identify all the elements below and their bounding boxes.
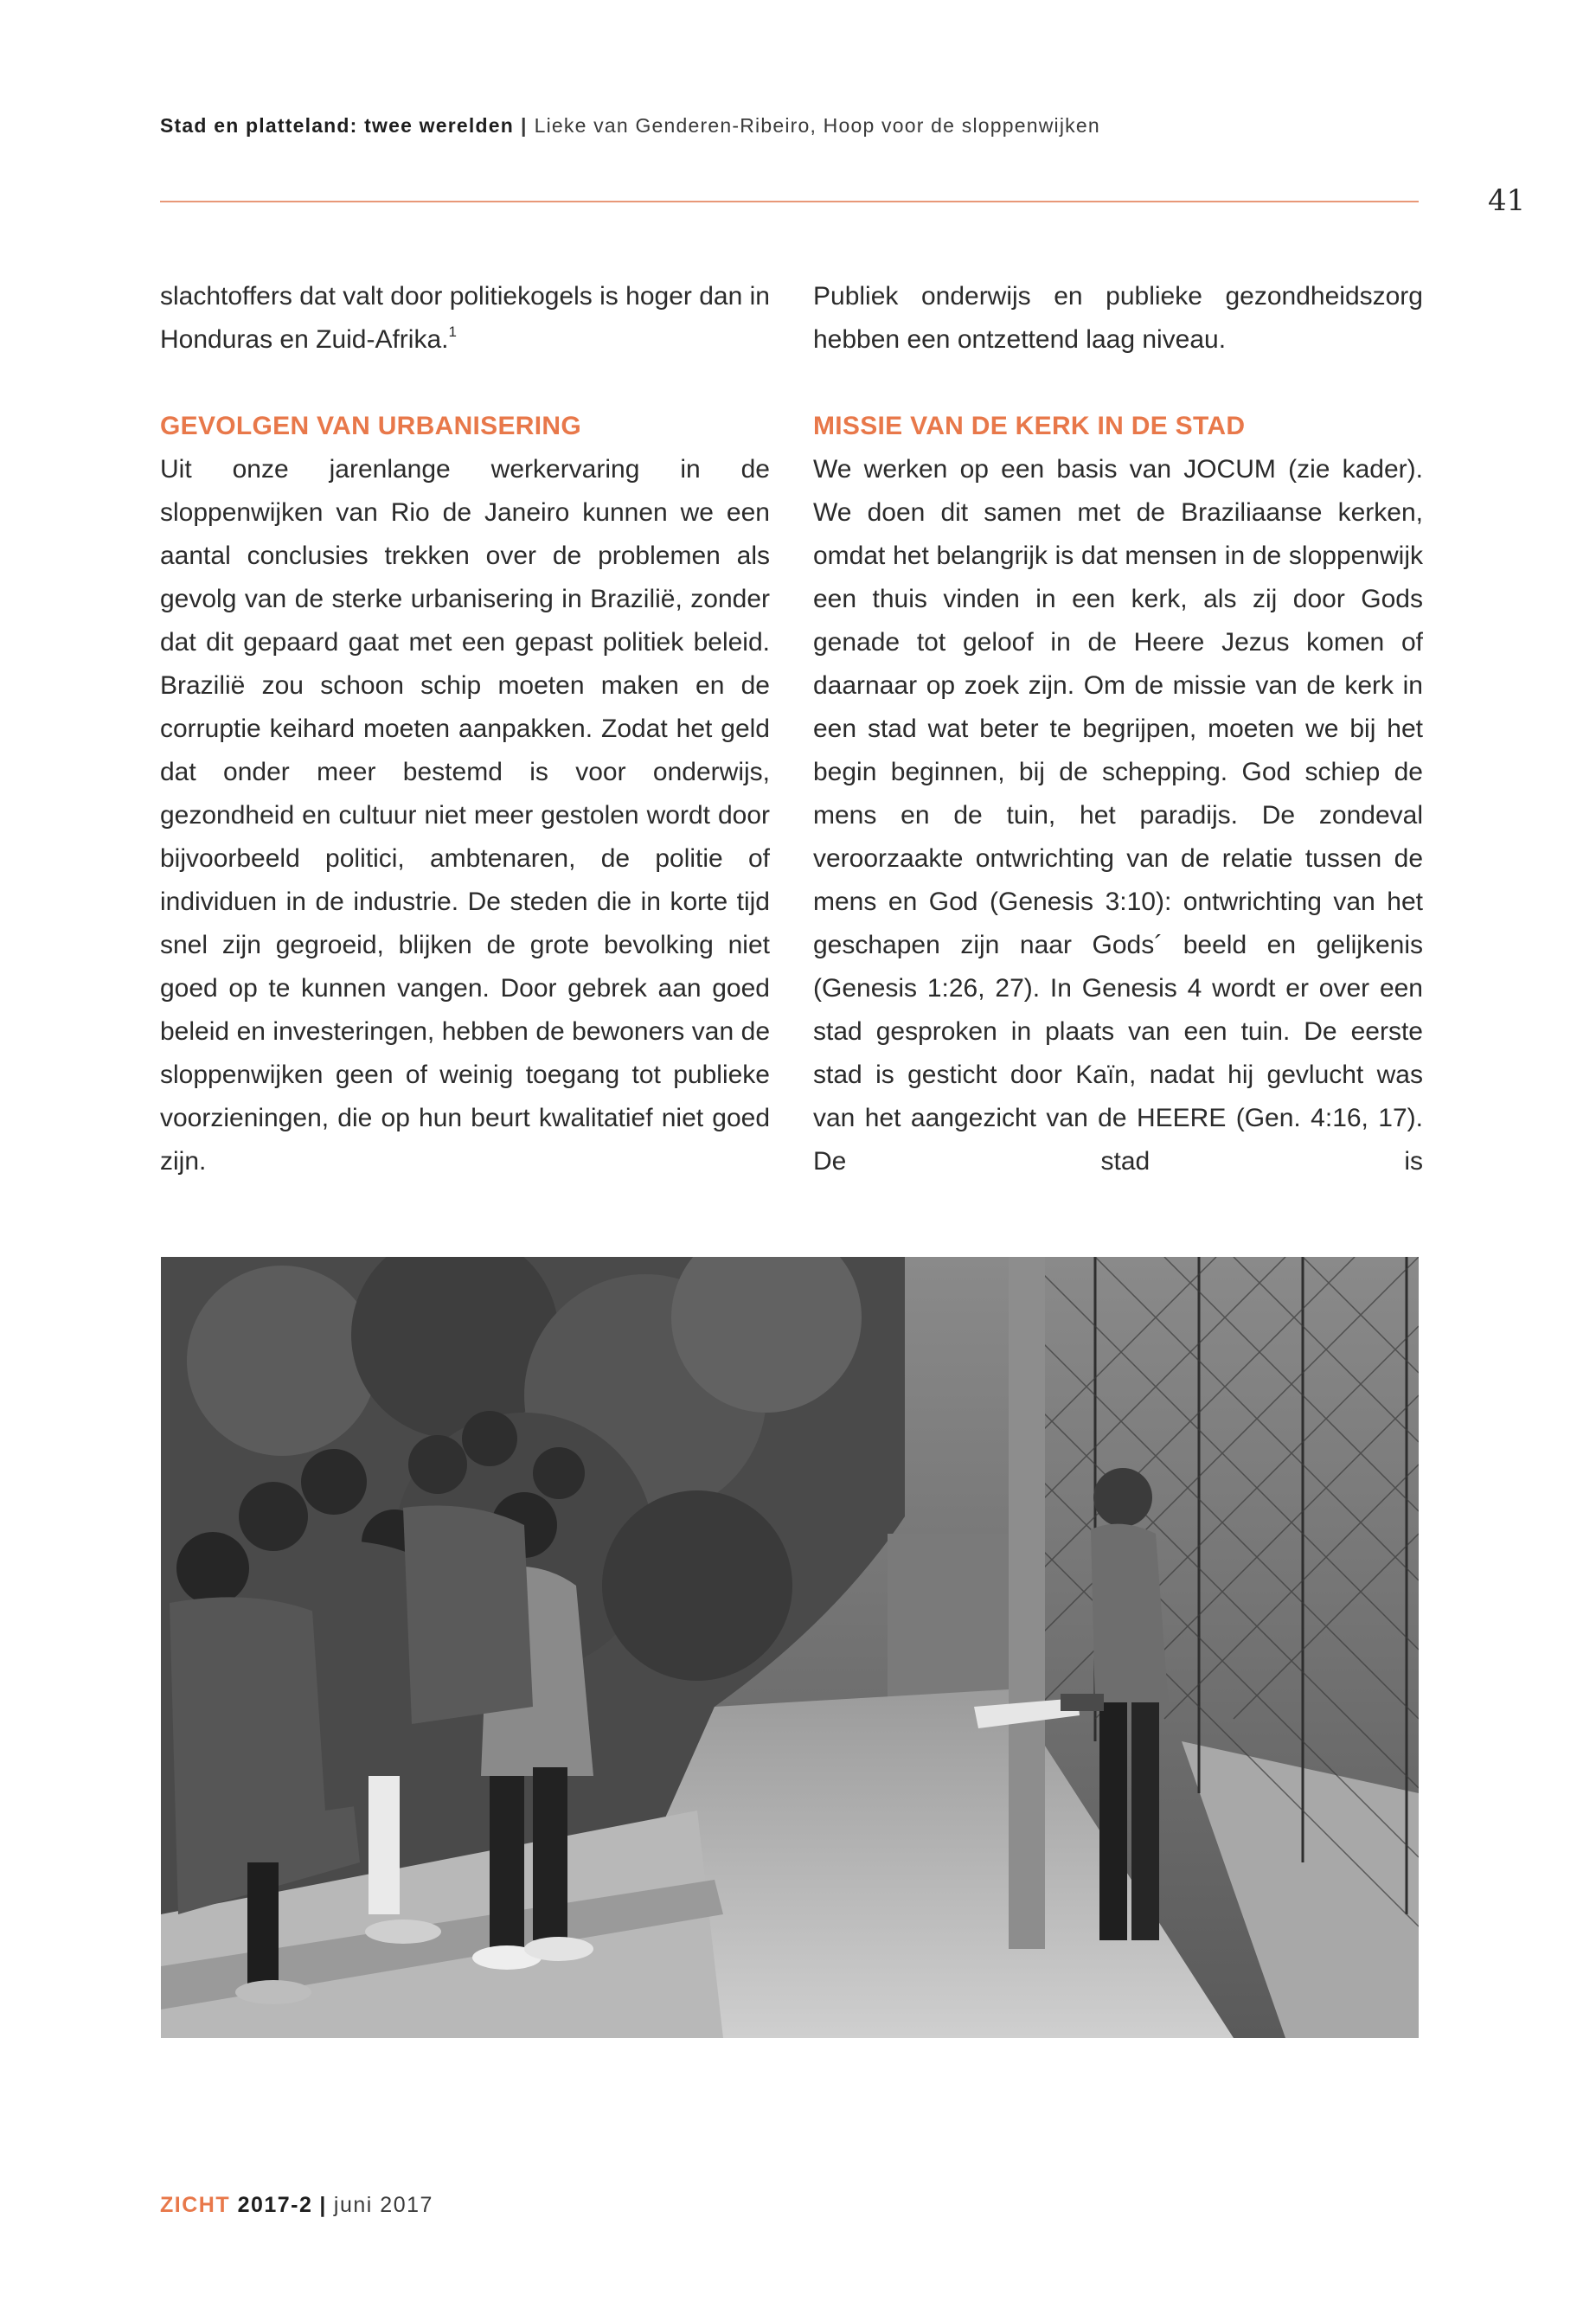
page-footer xyxy=(160,2193,433,2218)
footer-date: juni 2017 xyxy=(333,2193,433,2217)
left-intro-text: slachtoffers dat valt door politiekogels is hoger dan in Honduras en Zuid-Afrika. xyxy=(160,282,770,354)
header-rule xyxy=(160,201,1419,202)
header-separator: | xyxy=(520,114,528,137)
photo-illustration xyxy=(161,1257,1419,2038)
left-intro-paragraph xyxy=(160,275,770,362)
footer-issue: 2017-2 xyxy=(237,2193,313,2217)
header-section-title: Stad en platteland: twee werelden xyxy=(160,114,514,137)
left-column xyxy=(160,275,770,1183)
utility-pole xyxy=(1009,1257,1045,1949)
alley-wall xyxy=(888,1534,1009,1707)
left-body-paragraph: Uit onze jarenlange werkervaring in de sloppenwijken van Rio de Janeiro kunnen we een aantal conclusies trekken over de problemen als gevolg van de sterke urbanisering in Brazilië, zonder dat dit gepaard gaat met een gepast politiek beleid. Brazilië zou schoon schip moeten maken en de corruptie keihard moeten aanpakken. Zodat het geld dat onder meer bestemd is voor onderwijs, gezondheid en cultuur niet meer gestolen wordt door bijvoorbeeld politici, ambtenaren, de politie of individuen in de industrie. De steden die in korte tijd snel zijn gegroeid, blijken de grote bevolking niet goed op te kunnen vangen. Door gebrek aan goed beleid en investeringen, hebben de bewoners van de sloppenwijken geen of weinig toegang tot publieke voorzieningen, die op hun beurt kwalitatief niet goed zijn. xyxy=(160,455,770,1176)
right-intro-paragraph: Publiek onderwijs en publieke gezondheidszorg hebben een ontzettend laag niveau. xyxy=(813,282,1423,354)
footer-separator: | xyxy=(319,2193,327,2217)
right-column xyxy=(813,275,1423,1183)
footer-brand: ZICHT xyxy=(160,2193,231,2217)
header-byline: Lieke van Genderen-Ribeiro, Hoop voor de sloppenwijken xyxy=(534,114,1100,137)
section-heading-mission: MISSIE VAN DE KERK IN DE STAD xyxy=(813,412,1246,440)
page-number: 41 xyxy=(1488,183,1526,218)
running-header xyxy=(160,114,1423,138)
section-heading-urbanisation: GEVOLGEN VAN URBANISERING xyxy=(160,412,581,440)
right-body-paragraph: We werken op een basis van JOCUM (zie kader). We doen dit samen met de Braziliaanse kerken, omdat het belangrijk is dat mensen in de sloppenwijk een thuis vinden in een kerk, als zij door Gods genade tot geloof in de Heere Jezus komen of daarnaar op zoek zijn. Om de missie van de kerk in een stad wat beter te begrijpen, moeten we bij het begin beginnen, bij de schepping. God schiep de mens en de tuin, het paradijs. De zondeval veroorzaakte ontwrichting van de relatie tussen de mens en God (Genesis 3:10): ontwrichting van het geschapen zijn naar Gods´ beeld en gelijkenis (Genesis 1:26, 27). In Genesis 4 wordt er over een stad gesproken in plaats van een tuin. De eerste stad is gesticht door Kaïn, nadat hij gevlucht was van het aangezicht van de HEERE (Gen. 4:16, 17). De stad is xyxy=(813,455,1423,1176)
footnote-marker: 1 xyxy=(448,324,457,340)
article-photo xyxy=(161,1257,1419,2038)
